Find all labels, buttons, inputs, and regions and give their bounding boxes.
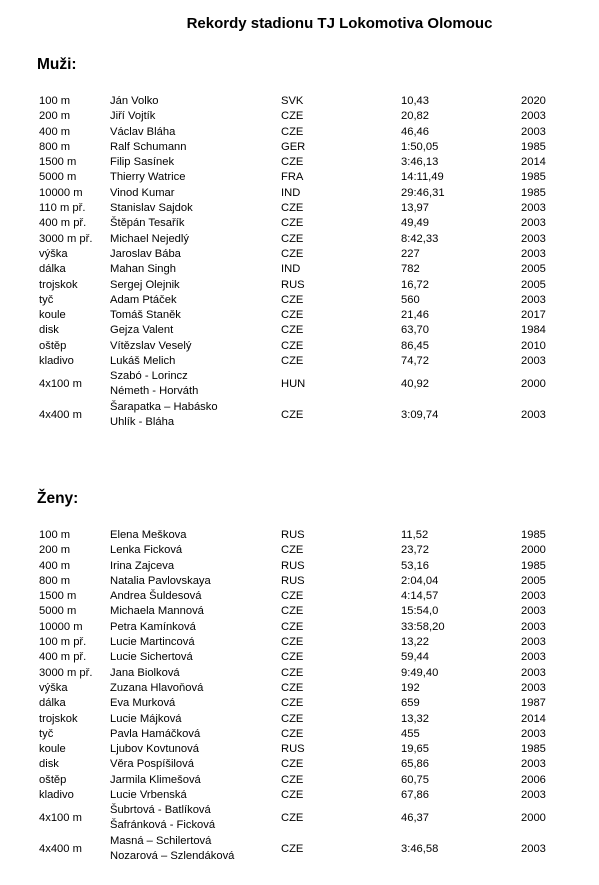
record-result: 3:09,74 [401, 409, 439, 422]
record-row [0, 773, 599, 788]
record-year: 2005 [521, 263, 546, 276]
record-athlete [110, 247, 181, 262]
record-year: 2003 [521, 727, 546, 740]
record-athlete [110, 604, 204, 619]
athlete-name: Michaela Mannová [110, 605, 204, 618]
record-year: 2003 [521, 681, 546, 694]
record-event: dálka [39, 263, 66, 276]
record-year: 1985 [521, 529, 546, 541]
record-year: 2014 [521, 712, 546, 725]
record-row [0, 339, 599, 354]
athlete-name: Filip Sasínek [110, 156, 175, 169]
record-athlete [110, 528, 187, 543]
record-event: oštěp [39, 339, 67, 352]
record-year: 1987 [521, 697, 546, 710]
record-nation: CZE [281, 773, 304, 786]
record-result: 29:46,31 [401, 186, 445, 199]
record-year: 2003 [521, 605, 546, 618]
record-athlete [110, 788, 187, 803]
record-event: kladivo [39, 789, 74, 802]
record-nation: CZE [281, 681, 304, 694]
record-year: 2014 [521, 156, 546, 169]
athlete-name: Lukáš Melich [110, 355, 176, 368]
record-result: 13,22 [401, 636, 429, 649]
record-athlete [110, 681, 203, 696]
record-nation: FRA [281, 171, 304, 184]
record-year: 2005 [521, 278, 546, 291]
record-nation: IND [281, 263, 301, 276]
record-event: oštěp [39, 773, 67, 786]
page-title: Rekordy stadionu TJ Lokomotiva Olomouc [186, 15, 493, 32]
record-row [0, 742, 599, 757]
record-result: 192 [401, 681, 420, 694]
record-result: 4:14,57 [401, 590, 439, 603]
record-year: 1985 [521, 140, 546, 153]
record-nation: CZE [281, 110, 304, 123]
record-result: 23,72 [401, 544, 429, 557]
record-nation: CZE [281, 758, 304, 771]
athlete-name: Jiří Vojtík [110, 110, 156, 123]
record-athlete [110, 773, 201, 788]
record-row [0, 323, 599, 338]
record-event: disk [39, 758, 59, 771]
record-result: 65,86 [401, 758, 429, 771]
athlete-name: Jarmila Klimešová [110, 773, 201, 786]
record-row [0, 186, 599, 201]
athlete-name: Thierry Watrice [110, 171, 186, 184]
athlete-name: Šubrtová - Batlíková [110, 804, 211, 817]
record-athlete [110, 834, 234, 864]
record-year: 2006 [521, 773, 546, 786]
record-event: 100 m [39, 529, 71, 541]
record-result: 14:11,49 [401, 171, 444, 184]
record-nation: CZE [281, 409, 304, 422]
athlete-name: Zuzana Hlavoňová [110, 681, 204, 694]
athlete-name: Irina Zajceva [110, 559, 175, 572]
record-row [0, 170, 599, 185]
record-year: 2003 [521, 409, 546, 422]
record-result: 13,32 [401, 712, 429, 725]
record-year: 2003 [521, 620, 546, 633]
record-result: 455 [401, 727, 420, 740]
record-year: 2003 [521, 636, 546, 649]
record-result: 46,46 [401, 125, 429, 138]
record-nation: CZE [281, 232, 304, 245]
athlete-name: Petra Kamínková [110, 620, 196, 633]
record-athlete [110, 109, 155, 124]
record-row [0, 232, 599, 247]
record-result: 67,86 [401, 789, 429, 802]
record-athlete [110, 650, 193, 665]
record-event: tyč [39, 293, 54, 306]
record-row [0, 216, 599, 231]
record-row [0, 559, 599, 574]
record-nation: CZE [281, 293, 304, 306]
record-event: 400 m [39, 125, 71, 138]
record-result: 46,37 [401, 812, 429, 825]
record-nation: CZE [281, 712, 304, 725]
athlete-name: Vítězslav Veselý [110, 339, 192, 352]
record-row [0, 696, 599, 711]
athlete-name: Gejza Valent [110, 324, 174, 337]
record-row [0, 155, 599, 170]
record-result: 59,44 [401, 651, 429, 664]
record-row [0, 589, 599, 604]
athlete-name: Lucie Martincová [110, 636, 195, 649]
record-row [0, 757, 599, 772]
record-result: 11,52 [401, 529, 429, 541]
record-row [0, 247, 599, 262]
record-nation: CZE [281, 843, 304, 856]
record-event: výška [39, 681, 68, 694]
athlete-name: Štěpán Tesařík [110, 217, 185, 230]
record-result: 15:54,0 [401, 605, 439, 618]
record-row [0, 369, 599, 400]
athlete-name: Ralf Schumann [110, 140, 187, 153]
record-event: 4x400 m [39, 843, 82, 856]
record-row [0, 635, 599, 650]
record-year: 2003 [521, 232, 546, 245]
record-year: 2003 [521, 666, 546, 679]
record-nation: RUS [281, 574, 305, 587]
athlete-name: Ján Volko [110, 95, 159, 107]
record-event: 4x100 m [39, 812, 82, 825]
records-table-men [0, 94, 599, 431]
athlete-name: Németh - Horváth [110, 385, 199, 398]
record-nation: CZE [281, 812, 304, 825]
athlete-name: Stanislav Sajdok [110, 202, 193, 215]
record-nation: GER [281, 140, 306, 153]
record-row [0, 125, 599, 140]
record-event: 100 m [39, 95, 71, 107]
record-nation: HUN [281, 378, 306, 391]
record-event: 3000 m př. [39, 232, 93, 245]
record-nation: CZE [281, 202, 304, 215]
record-event: trojskok [39, 712, 78, 725]
record-row [0, 201, 599, 216]
record-event: 800 m [39, 140, 71, 153]
record-nation: RUS [281, 559, 305, 572]
record-result: 16,72 [401, 278, 429, 291]
record-year: 2003 [521, 217, 546, 230]
athlete-name: Szabó - Lorincz [110, 370, 188, 383]
athlete-name: Václav Bláha [110, 125, 176, 138]
record-result: 2:04,04 [401, 574, 439, 587]
record-year: 2000 [521, 812, 546, 825]
record-athlete [110, 278, 180, 293]
record-athlete [110, 140, 187, 155]
record-row [0, 574, 599, 589]
record-athlete [110, 803, 215, 833]
record-event: 400 m [39, 559, 71, 572]
record-row [0, 681, 599, 696]
record-row [0, 712, 599, 727]
record-nation: CZE [281, 156, 304, 169]
athlete-name: Vinod Kumar [110, 186, 175, 199]
record-year: 2000 [521, 378, 546, 391]
record-event: disk [39, 324, 59, 337]
record-event: trojskok [39, 278, 78, 291]
record-athlete [110, 339, 191, 354]
record-event: 5000 m [39, 171, 77, 184]
record-athlete [110, 201, 193, 216]
record-row [0, 788, 599, 803]
record-event: 200 m [39, 110, 71, 123]
record-row [0, 620, 599, 635]
record-year: 1985 [521, 186, 546, 199]
record-event: 200 m [39, 544, 71, 557]
record-year: 2003 [521, 758, 546, 771]
record-athlete [110, 293, 177, 308]
record-year: 2003 [521, 293, 546, 306]
record-nation: CZE [281, 324, 304, 337]
records-table-women [0, 528, 599, 865]
record-result: 21,46 [401, 309, 429, 322]
record-result: 86,45 [401, 339, 429, 352]
record-row [0, 293, 599, 308]
record-event: 5000 m [39, 605, 77, 618]
record-row [0, 400, 599, 431]
record-result: 782 [401, 263, 420, 276]
record-athlete [110, 589, 201, 604]
record-nation: CZE [281, 544, 304, 557]
record-row [0, 727, 599, 742]
record-athlete [110, 262, 176, 277]
record-nation: CZE [281, 247, 304, 260]
record-row [0, 650, 599, 665]
record-event: tyč [39, 727, 54, 740]
record-row [0, 803, 599, 834]
athlete-name: Adam Ptáček [110, 293, 177, 306]
record-athlete [110, 574, 211, 589]
record-year: 1985 [521, 559, 546, 572]
record-result: 560 [401, 293, 420, 306]
athlete-name: Mahan Singh [110, 263, 176, 276]
record-nation: CZE [281, 651, 304, 664]
record-nation: CZE [281, 620, 304, 633]
record-athlete [110, 369, 198, 399]
athlete-name: Věra Pospíšilová [110, 758, 194, 771]
record-event: dálka [39, 697, 66, 710]
record-event: 3000 m př. [39, 666, 93, 679]
athlete-name: Elena Meškova [110, 529, 187, 541]
record-row [0, 528, 599, 543]
record-nation: CZE [281, 697, 304, 710]
record-nation: CZE [281, 355, 304, 368]
record-year: 2003 [521, 355, 546, 368]
record-row [0, 604, 599, 619]
athlete-name: Eva Murková [110, 697, 176, 710]
record-nation: CZE [281, 125, 304, 138]
record-event: koule [39, 743, 66, 756]
record-event: 10000 m [39, 186, 83, 199]
record-result: 13,97 [401, 202, 429, 215]
record-athlete [110, 727, 200, 742]
athlete-name: Ljubov Kovtunová [110, 743, 199, 756]
record-athlete [110, 94, 159, 109]
record-year: 2003 [521, 651, 546, 664]
record-event: kladivo [39, 355, 74, 368]
record-row [0, 278, 599, 293]
athlete-name: Jaroslav Bába [110, 247, 181, 260]
record-event: 100 m př. [39, 636, 87, 649]
athlete-name: Andrea Šuldesová [110, 590, 202, 603]
record-nation: CZE [281, 605, 304, 618]
record-row [0, 140, 599, 155]
record-nation: SVK [281, 95, 304, 107]
record-year: 2005 [521, 574, 546, 587]
athlete-name: Lucie Májková [110, 712, 182, 725]
record-result: 227 [401, 247, 420, 260]
record-year: 2003 [521, 125, 546, 138]
record-athlete [110, 400, 218, 430]
record-year: 2017 [521, 309, 546, 322]
record-year: 2003 [521, 590, 546, 603]
record-nation: CZE [281, 666, 304, 679]
record-athlete [110, 186, 174, 201]
record-year: 2010 [521, 339, 546, 352]
record-year: 2003 [521, 843, 546, 856]
record-year: 2000 [521, 544, 546, 557]
record-result: 19,65 [401, 743, 429, 756]
record-athlete [110, 543, 182, 558]
record-athlete [110, 170, 185, 185]
record-row [0, 94, 599, 109]
record-athlete [110, 232, 189, 247]
record-athlete [110, 666, 180, 681]
record-row [0, 262, 599, 277]
athlete-name: Lenka Ficková [110, 544, 183, 557]
record-event: koule [39, 309, 66, 322]
record-result: 3:46,13 [401, 156, 439, 169]
record-nation: CZE [281, 217, 304, 230]
record-year: 1984 [521, 324, 546, 337]
athlete-name: Natalia Pavlovskaya [110, 574, 211, 587]
record-result: 10,43 [401, 95, 429, 107]
record-result: 3:46,58 [401, 843, 439, 856]
record-result: 1:50,05 [401, 140, 439, 153]
record-result: 20,82 [401, 110, 429, 123]
record-year: 2003 [521, 789, 546, 802]
record-athlete [110, 635, 195, 650]
record-event: 400 m př. [39, 217, 87, 230]
record-nation: RUS [281, 278, 305, 291]
record-result: 33:58,20 [401, 620, 445, 633]
record-nation: CZE [281, 339, 304, 352]
record-nation: RUS [281, 743, 305, 756]
record-year: 1985 [521, 171, 546, 184]
record-year: 2003 [521, 110, 546, 123]
record-nation: RUS [281, 529, 305, 541]
record-year: 2003 [521, 202, 546, 215]
record-result: 53,16 [401, 559, 429, 572]
record-athlete [110, 696, 175, 711]
record-row [0, 666, 599, 681]
record-year: 2020 [521, 95, 546, 107]
record-row [0, 354, 599, 369]
record-athlete [110, 308, 181, 323]
athlete-name: Pavla Hamáčková [110, 727, 201, 740]
section-heading-men: Muži: [37, 56, 77, 73]
section-heading-women: Ženy: [37, 490, 79, 507]
record-athlete [110, 216, 184, 231]
athlete-name: Tomáš Staněk [110, 309, 181, 322]
record-athlete [110, 354, 175, 369]
record-event: 10000 m [39, 620, 83, 633]
athlete-name: Lucie Sichertová [110, 651, 193, 664]
athlete-name: Masná – Schilertová [110, 835, 212, 848]
record-row [0, 834, 599, 865]
record-year: 1985 [521, 743, 546, 756]
athlete-name: Michael Nejedlý [110, 232, 189, 245]
record-event: 4x400 m [39, 409, 82, 422]
record-event: 800 m [39, 574, 71, 587]
record-row [0, 109, 599, 124]
record-athlete [110, 559, 174, 574]
record-result: 40,92 [401, 378, 429, 391]
record-event: 4x100 m [39, 378, 82, 391]
athlete-name: Lucie Vrbenská [110, 789, 187, 802]
record-event: výška [39, 247, 68, 260]
record-athlete [110, 125, 175, 140]
athlete-name: Jana Biolková [110, 666, 180, 679]
athlete-name: Uhlík - Bláha [110, 416, 175, 429]
record-year: 2003 [521, 247, 546, 260]
record-event: 1500 m [39, 156, 77, 169]
athlete-name: Šarapatka – Habásko [110, 401, 218, 414]
record-athlete [110, 757, 194, 772]
record-athlete [110, 620, 196, 635]
record-nation: IND [281, 186, 301, 199]
record-result: 74,72 [401, 355, 429, 368]
record-event: 400 m př. [39, 651, 87, 664]
record-result: 8:42,33 [401, 232, 439, 245]
record-result: 9:49,40 [401, 666, 439, 679]
athlete-name: Nozarová – Szlendáková [110, 850, 235, 863]
record-athlete [110, 155, 174, 170]
record-nation: CZE [281, 309, 304, 322]
record-event: 110 m př. [39, 202, 86, 215]
record-athlete [110, 712, 182, 727]
record-nation: CZE [281, 789, 304, 802]
record-row [0, 543, 599, 558]
record-nation: CZE [281, 636, 304, 649]
athlete-name: Šafránková - Ficková [110, 819, 216, 832]
record-result: 63,70 [401, 324, 429, 337]
record-athlete [110, 742, 199, 757]
record-event: 1500 m [39, 590, 77, 603]
record-result: 659 [401, 697, 420, 710]
record-result: 60,75 [401, 773, 429, 786]
record-result: 49,49 [401, 217, 429, 230]
record-nation: CZE [281, 590, 304, 603]
record-athlete [110, 323, 173, 338]
record-row [0, 308, 599, 323]
record-nation: CZE [281, 727, 304, 740]
athlete-name: Sergej Olejnik [110, 278, 180, 291]
